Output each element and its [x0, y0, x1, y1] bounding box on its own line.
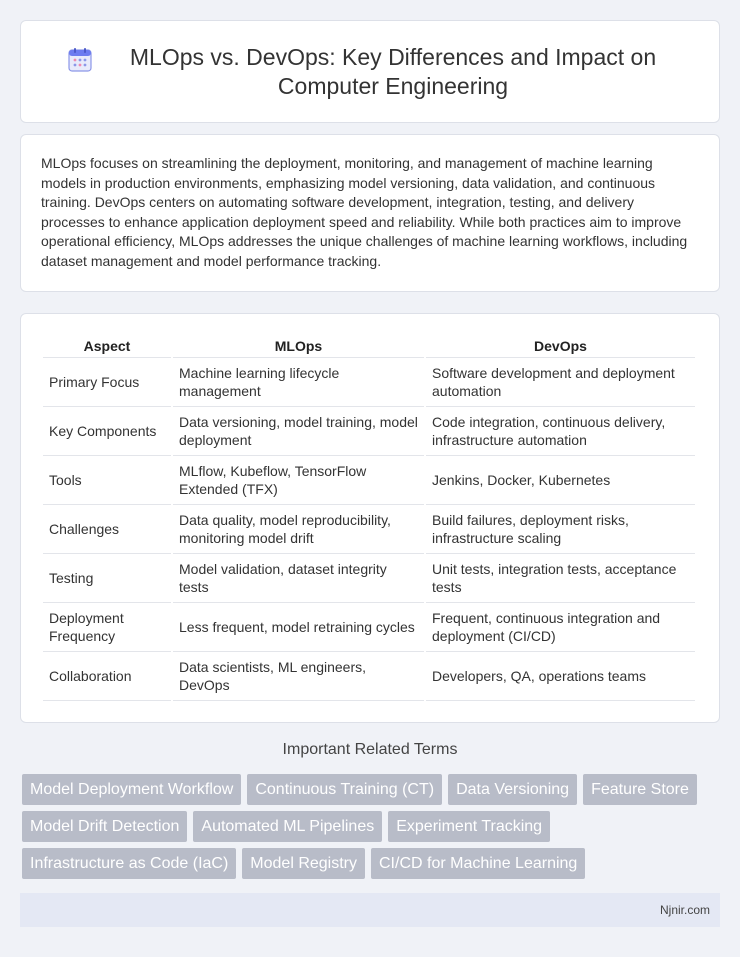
cell-mlops: Data quality, model reproducibility, monitoring model drift	[173, 505, 424, 554]
cell-aspect: Tools	[43, 456, 171, 505]
table-row	[43, 456, 695, 505]
related-term-tag[interactable]: Feature Store	[583, 774, 697, 805]
cell-aspect: Primary Focus	[43, 358, 171, 407]
comparison-card	[20, 313, 720, 723]
table-row	[43, 358, 695, 407]
cell-aspect: Challenges	[43, 505, 171, 554]
related-term-tag[interactable]: Automated ML Pipelines	[193, 811, 382, 842]
title-card	[20, 20, 720, 123]
page-title: MLOps vs. DevOps: Key Differences and Impact on Computer Engineering	[129, 43, 657, 99]
cell-devops: Build failures, deployment risks, infrastructure scaling	[426, 505, 695, 554]
related-term-tag[interactable]: Infrastructure as Code (IaC)	[22, 848, 236, 879]
column-header-devops: DevOps	[426, 334, 695, 358]
cell-aspect: Key Components	[43, 407, 171, 456]
related-term-tag[interactable]: CI/CD for Machine Learning	[371, 848, 585, 879]
table-row	[43, 652, 695, 701]
table-row	[43, 505, 695, 554]
cell-devops: Developers, QA, operations teams	[426, 652, 695, 701]
cell-aspect: Collaboration	[43, 652, 171, 701]
column-header-mlops: MLOps	[173, 334, 424, 358]
related-term-tag[interactable]: Model Drift Detection	[22, 811, 187, 842]
cell-mlops: Model validation, dataset integrity tests	[173, 554, 424, 603]
cell-aspect: Deployment Frequency	[43, 603, 171, 652]
related-terms-list	[22, 774, 722, 885]
intro-paragraph: MLOps focuses on streamlining the deployment, monitoring, and management of machine learning models in production environments, emphasizing model versioning, data validation, and continuous training. DevOps centers on automating software development, integration, testing, and delivery processes to enhance application deployment speed and reliability. While both practices aim to improve operational efficiency, MLOps addresses the unique challenges of machine learning workflows, including dataset management and model performance tracking.	[41, 155, 688, 269]
calendar-icon	[67, 47, 93, 73]
cell-mlops: Data scientists, ML engineers, DevOps	[173, 652, 424, 701]
column-header-aspect: Aspect	[43, 334, 171, 358]
cell-mlops: Machine learning lifecycle management	[173, 358, 424, 407]
related-term-tag[interactable]: Data Versioning	[448, 774, 577, 805]
table-row	[43, 554, 695, 603]
cell-devops: Software development and deployment automation	[426, 358, 695, 407]
related-term-tag[interactable]: Model Deployment Workflow	[22, 774, 241, 805]
table-row	[43, 407, 695, 456]
cell-mlops: Less frequent, model retraining cycles	[173, 603, 424, 652]
footer-site-link[interactable]: Njnir.com	[659, 903, 710, 917]
cell-devops: Frequent, continuous integration and deployment (CI/CD)	[426, 603, 695, 652]
related-term-tag[interactable]: Continuous Training (CT)	[247, 774, 442, 805]
title-wrap	[67, 43, 673, 101]
comparison-table	[41, 334, 697, 701]
cell-devops: Jenkins, Docker, Kubernetes	[426, 456, 695, 505]
related-term-tag[interactable]: Experiment Tracking	[388, 811, 550, 842]
cell-aspect: Testing	[43, 554, 171, 603]
footer	[20, 893, 720, 927]
cell-devops: Code integration, continuous delivery, infrastructure automation	[426, 407, 695, 456]
table-header-row	[43, 334, 695, 358]
cell-devops: Unit tests, integration tests, acceptance tests	[426, 554, 695, 603]
table-row	[43, 603, 695, 652]
related-term-tag[interactable]: Model Registry	[242, 848, 365, 879]
cell-mlops: Data versioning, model training, model deployment	[173, 407, 424, 456]
cell-mlops: MLflow, Kubeflow, TensorFlow Extended (TFX)	[173, 456, 424, 505]
intro-card	[20, 134, 720, 292]
related-terms-heading: Important Related Terms	[282, 741, 458, 758]
